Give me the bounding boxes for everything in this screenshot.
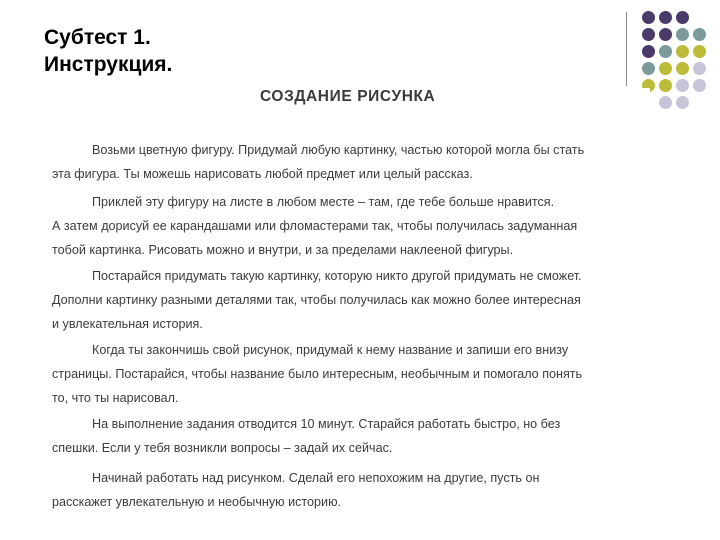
- paragraph-line: Возьми цветную фигуру. Придумай любую картинку, частью которой могла бы стать: [92, 143, 585, 157]
- document-heading: СОЗДАНИЕ РИСУНКА: [260, 88, 436, 105]
- paragraph-line: А затем дорисуй ее карандашами или фломастерами так, чтобы получилась задуманная: [52, 219, 578, 233]
- decorative-dot: [676, 45, 689, 58]
- slide-title-line-2: Инструкция.: [44, 53, 173, 76]
- slide-title-line-1: Субтест 1.: [44, 26, 151, 49]
- decorative-dot: [676, 11, 689, 24]
- decorative-dot: [693, 79, 706, 92]
- decorative-dot: [659, 62, 672, 75]
- scanned-instruction-document: [52, 88, 650, 516]
- decorative-divider-line: [626, 12, 627, 86]
- paragraph-line: Когда ты закончишь свой рисунок, придумай к нему название и запиши его внизу: [92, 343, 569, 357]
- decorative-dot: [659, 11, 672, 24]
- decorative-dot: [659, 28, 672, 41]
- instruction-paragraph-1: [52, 138, 650, 186]
- paragraph-line: страницы. Постарайся, чтобы название было интересным, необычным и помогало понять: [52, 367, 583, 381]
- paragraph-line: расскажет увлекательную и необычную историю.: [52, 495, 342, 509]
- instruction-paragraph-4: [52, 338, 650, 410]
- decorative-dot: [642, 45, 655, 58]
- decorative-dot: [659, 79, 672, 92]
- paragraph-line: На выполнение задания отводится 10 минут. Старайся работать быстро, но без: [92, 417, 561, 431]
- paragraph-line: то, что ты нарисовал.: [52, 391, 179, 405]
- decorative-dot: [659, 45, 672, 58]
- decorative-dot: [676, 96, 689, 109]
- decorative-dot: [642, 11, 655, 24]
- decorative-dot: [642, 62, 655, 75]
- decorative-dot: [659, 96, 672, 109]
- paragraph-line: спешки. Если у тебя возникли вопросы – задай их сейчас.: [52, 441, 393, 455]
- instruction-paragraph-3: [52, 264, 650, 336]
- decorative-dot: [693, 62, 706, 75]
- decorative-dot: [676, 28, 689, 41]
- instruction-paragraph-5: [52, 412, 650, 460]
- paragraph-line: Приклей эту фигуру на листе в любом месте – там, где тебе больше нравится.: [92, 195, 555, 209]
- decorative-dot: [693, 45, 706, 58]
- paragraph-line: Начинай работать над рисунком. Сделай его непохожим на другие, пусть он: [92, 471, 540, 485]
- decorative-dot: [676, 62, 689, 75]
- paragraph-line: эта фигура. Ты можешь нарисовать любой предмет или целый рассказ.: [52, 167, 473, 181]
- paragraph-line: и увлекательная история.: [52, 317, 203, 331]
- instruction-paragraph-6: [52, 466, 650, 514]
- paragraph-line: тобой картинка. Рисовать можно и внутри, и за пределами наклееной фигуры.: [52, 243, 514, 257]
- instruction-paragraph-2: [52, 190, 650, 262]
- decorative-dot: [642, 28, 655, 41]
- decorative-dot: [676, 79, 689, 92]
- slide-title: [44, 24, 172, 78]
- paragraph-line: Постарайся придумать такую картинку, которую никто другой придумать не сможет.: [92, 269, 582, 283]
- paragraph-line: Дополни картинку разными деталями так, чтобы получилась как можно более интересная: [52, 293, 581, 307]
- decorative-dot: [693, 28, 706, 41]
